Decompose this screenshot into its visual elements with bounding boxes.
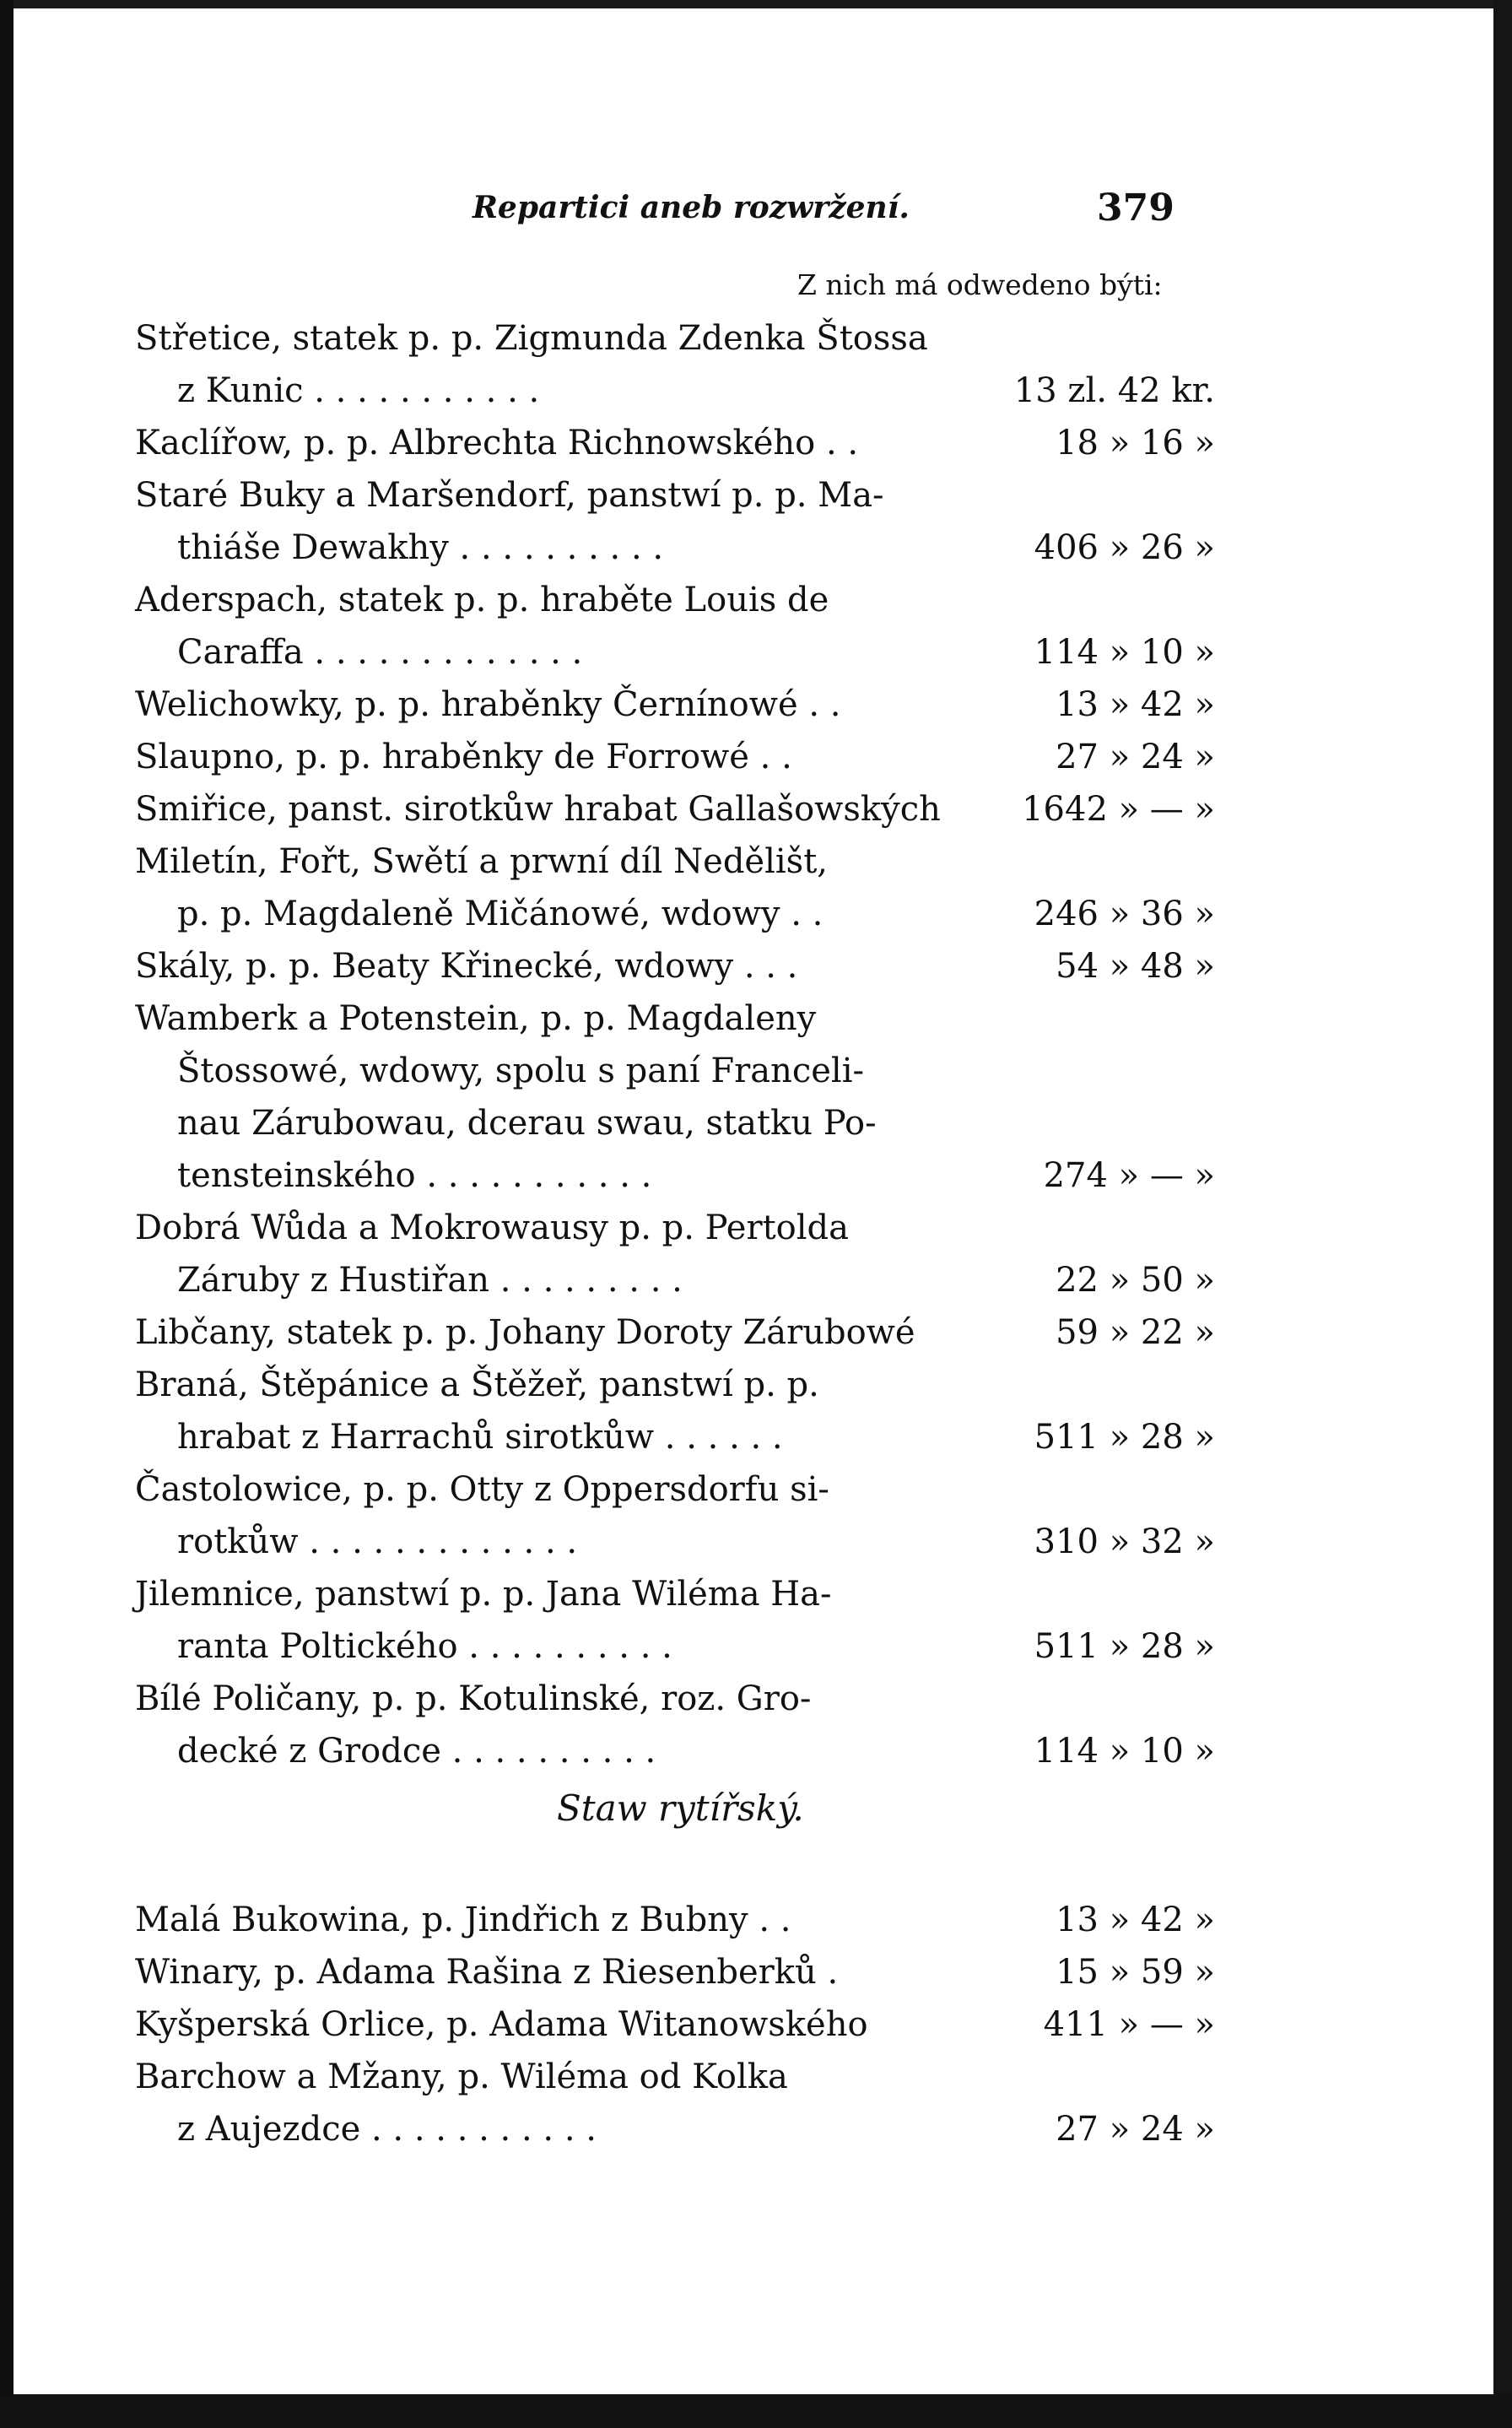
entry-text: Malá Bukowina, p. Jindřich z Bubny . .	[135, 1901, 791, 1939]
entry-amount: 274 » — »	[1043, 1156, 1215, 1195]
entry-line	[135, 888, 1215, 940]
entry-line	[135, 783, 1215, 835]
entry-text: Smiřice, panst. sirotkůw hrabat Gallašowských	[135, 790, 941, 829]
entry-amount: 13 » 42 »	[1056, 1901, 1215, 1939]
entry-text: Staré Buky a Maršendorf, panstwí p. p. Ma-	[135, 476, 884, 515]
entry-text: Slaupno, p. p. hraběnky de Forrowé . .	[135, 738, 792, 776]
entry-line	[135, 940, 1215, 992]
entry-line	[135, 1620, 1215, 1673]
entry-amount: 1642 » — »	[1022, 790, 1215, 829]
entry-line	[135, 1568, 1215, 1620]
entry-text: Barchow a Mžany, p. Wiléma od Kolka	[135, 2058, 788, 2096]
entry-line	[135, 1463, 1215, 1516]
entry-amount: 54 » 48 »	[1056, 947, 1215, 986]
entry-line	[135, 1725, 1215, 1777]
entry-amount: 511 » 28 »	[1034, 1627, 1215, 1666]
entry-line	[135, 469, 1215, 522]
entry-text: z Aujezdce . . . . . . . . . . .	[177, 2110, 597, 2149]
entry-text: Dobrá Wůda a Mokrowausy p. p. Pertolda	[135, 1209, 849, 1247]
entry-line	[135, 1045, 1215, 1097]
entry-text: thiáše Dewakhy . . . . . . . . . .	[177, 528, 664, 567]
entry-line	[135, 1673, 1215, 1725]
entry-text: Záruby z Hustiřan . . . . . . . . .	[177, 1261, 683, 1300]
page-edge-right	[1493, 0, 1512, 2428]
entry-line	[135, 731, 1215, 783]
running-head	[135, 187, 1215, 241]
entry-amount: 411 » — »	[1043, 2005, 1215, 2044]
entry-text: Kyšperská Orlice, p. Adama Witanowského	[135, 2005, 868, 2044]
entry-text: decké z Grodce . . . . . . . . . .	[177, 1732, 656, 1771]
main-entries	[135, 312, 1215, 1777]
entry-text: nau Zárubowau, dcerau swau, statku Po-	[177, 1104, 877, 1143]
entry-amount: 114 » 10 »	[1034, 633, 1215, 672]
entry-amount: 406 » 26 »	[1034, 528, 1215, 567]
entry-line	[135, 1998, 1215, 2051]
entry-amount: 27 » 24 »	[1056, 738, 1215, 776]
entry-line	[135, 417, 1215, 469]
page-edge-top	[0, 0, 1512, 8]
entry-amount: 511 » 28 »	[1034, 1418, 1215, 1457]
section-title: Staw rytířský.	[557, 1787, 804, 1829]
entry-text: Caraffa . . . . . . . . . . . . .	[177, 633, 583, 672]
entry-line	[135, 1202, 1215, 1254]
entry-text: Wamberk a Potenstein, p. p. Magdaleny	[135, 999, 817, 1038]
entry-line	[135, 1097, 1215, 1149]
entry-text: Skály, p. p. Beaty Křinecké, wdowy . . .	[135, 947, 798, 986]
entry-line	[135, 1254, 1215, 1306]
entry-line	[135, 1516, 1215, 1568]
entry-text: Častolowice, p. p. Otty z Oppersdorfu si-	[135, 1470, 829, 1509]
entry-line	[135, 2051, 1215, 2103]
entry-text: p. p. Magdaleně Mičánowé, wdowy . .	[177, 895, 824, 933]
entry-line	[135, 522, 1215, 574]
section-spacer	[135, 1855, 1215, 1894]
entry-line	[135, 1149, 1215, 1202]
entry-text: hrabat z Harrachů sirotkůw . . . . . .	[177, 1418, 783, 1457]
entry-text: Miletín, Fořt, Swětí a prwní díl Nedělišt,	[135, 842, 828, 881]
entry-line	[135, 574, 1215, 626]
entry-line	[135, 626, 1215, 679]
entry-amount: 310 » 32 »	[1034, 1522, 1215, 1561]
column-header: Z nich má odwedeno býti:	[797, 268, 1163, 301]
entry-amount: 13 » 42 »	[1056, 685, 1215, 724]
page-number: 379	[1097, 187, 1174, 230]
entry-text: z Kunic . . . . . . . . . . .	[177, 371, 540, 410]
entry-text: Winary, p. Adama Rašina z Riesenberků .	[135, 1953, 839, 1992]
entry-amount: 114 » 10 »	[1034, 1732, 1215, 1771]
entry-line	[135, 312, 1215, 365]
entry-line	[135, 1411, 1215, 1463]
entry-amount: 18 » 16 »	[1056, 424, 1215, 462]
entry-text: Aderspach, statek p. p. hraběte Louis de	[135, 581, 829, 619]
entries-list	[135, 312, 1215, 2155]
entry-amount: 59 » 22 »	[1056, 1313, 1215, 1352]
entry-line	[135, 1306, 1215, 1359]
entry-text: ranta Poltického . . . . . . . . . .	[177, 1627, 672, 1666]
running-title: Repartici aneb rozwržení.	[472, 190, 910, 225]
entry-text: Libčany, statek p. p. Johany Doroty Zárubowé	[135, 1313, 915, 1352]
entry-line	[135, 835, 1215, 888]
entry-text: Střetice, statek p. p. Zigmunda Zdenka Štossa	[135, 319, 928, 358]
entry-amount: 246 » 36 »	[1034, 895, 1215, 933]
entry-line	[135, 1946, 1215, 1998]
entry-text: Jilemnice, panstwí p. p. Jana Wiléma Ha-	[135, 1575, 832, 1614]
entry-amount: 13 zl. 42 kr.	[1013, 371, 1215, 410]
entry-line	[135, 1359, 1215, 1411]
section-heading-block	[135, 1777, 1215, 1855]
entry-text: Štossowé, wdowy, spolu s paní Franceli-	[177, 1052, 865, 1090]
entry-line	[135, 679, 1215, 731]
entry-amount: 22 » 50 »	[1056, 1261, 1215, 1300]
entry-amount: 15 » 59 »	[1056, 1953, 1215, 1992]
entry-line	[135, 992, 1215, 1045]
entry-amount: 27 » 24 »	[1056, 2110, 1215, 2149]
page-edge-bottom	[0, 2394, 1512, 2428]
entry-text: Braná, Štěpánice a Štěžeř, panstwí p. p.	[135, 1365, 819, 1404]
entry-text: Kaclířow, p. p. Albrechta Richnowského . .	[135, 424, 859, 462]
entry-line	[135, 1894, 1215, 1946]
entry-text: tensteinského . . . . . . . . . . .	[177, 1156, 652, 1195]
entry-line	[135, 2103, 1215, 2155]
entry-text: rotkůw . . . . . . . . . . . . .	[177, 1522, 578, 1561]
entry-text: Welichowky, p. p. hraběnky Černínowé . .	[135, 685, 841, 724]
section-entries	[135, 1894, 1215, 2155]
entry-text: Bílé Poličany, p. p. Kotulinské, roz. Gro-	[135, 1679, 812, 1718]
page-edge-left	[0, 0, 14, 2428]
entry-line	[135, 365, 1215, 417]
